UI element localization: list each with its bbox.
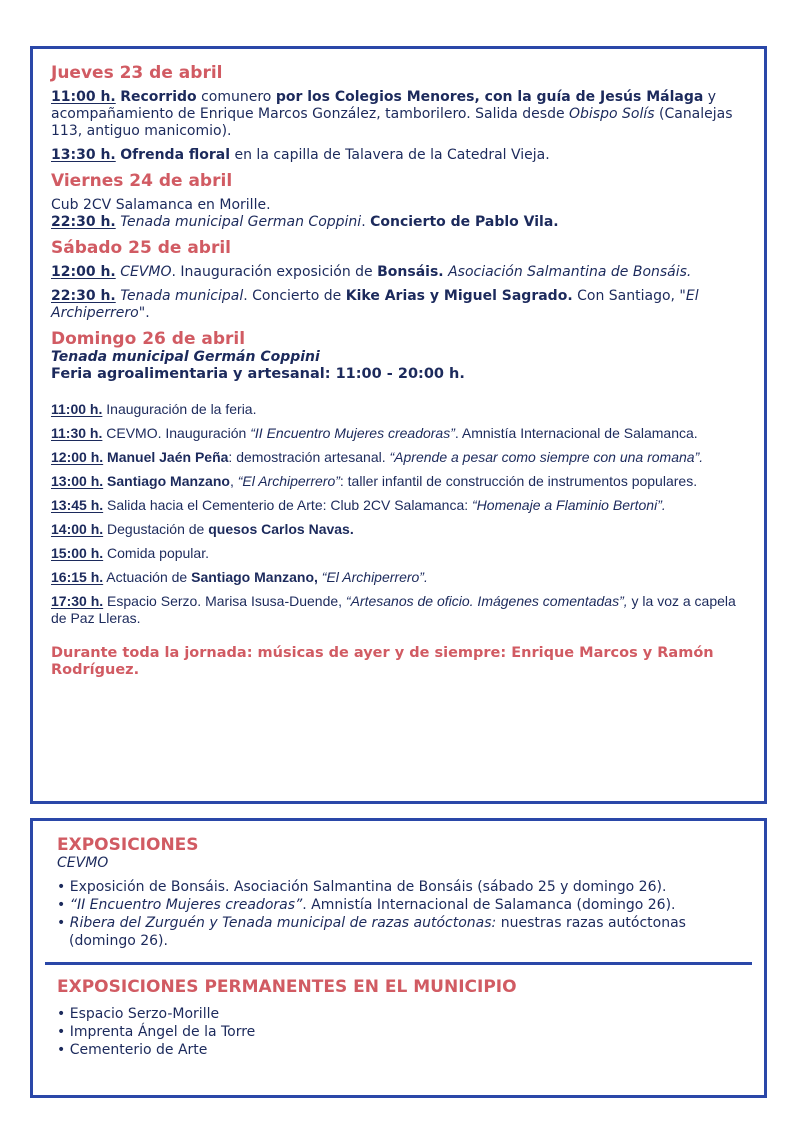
bullet-icon: • [57,1042,66,1058]
sunday-venue [51,349,746,366]
event-time: 14:00 h. [51,521,104,537]
event-text: con la guía de Jesús Málaga [479,89,704,105]
event-text: “Artesanos de oficio. Imágenes comentadas”, [345,593,628,609]
event-text: Obispo Solís [569,106,655,122]
event-text: y la voz a capela de Paz Lleras. [51,593,736,626]
event-sunday-1345 [51,497,746,514]
venue-text: Tenada municipal Germán Coppini [51,349,320,365]
item-text: nuestras razas autóctonas (domingo 26). [69,915,686,949]
event-sunday-1200 [51,449,746,466]
event-text: Bonsáis. [377,264,444,280]
list-item [57,896,740,914]
exhibitions-box [30,818,767,1098]
item-text: Espacio Serzo-Morille [69,1006,220,1022]
event-time: 13:30 h. [51,147,116,163]
event-time: 11:00 h. [51,89,116,105]
section-divider [45,962,752,965]
event-text: Inauguración de la feria. [106,401,257,417]
event-time: 12:00 h. [51,449,104,465]
day-heading-thursday: Jueves 23 de abril [51,63,223,83]
event-text: Espacio Serzo. Marisa Isusa-Duende, [107,593,346,609]
event-friday-note: Cub 2CV Salamanca en Morille. [51,197,271,213]
event-thursday-1330 [51,147,746,164]
fair-text: Feria agroalimentaria y artesanal: 11:00 - 20:00 h. [51,366,465,382]
event-sunday-1730 [51,593,746,627]
event-text: Degustación de [107,521,209,537]
event-text: Con Santiago, [572,288,680,304]
event-saturday-2230 [51,288,746,322]
event-text: CEVMO. Inauguración [106,425,251,441]
exhibitions-heading: EXPOSICIONES [57,835,199,855]
event-text: . Inauguración exposición de [171,264,378,280]
event-text: Asociación Salmantina de Bonsáis. [448,264,692,280]
event-sunday-1100 [51,401,746,418]
bullet-icon: • [57,1024,66,1040]
exhibitions-list [57,878,740,950]
event-sunday-1615 [51,569,746,586]
list-item [57,878,740,896]
event-sunday-1130 [51,425,746,442]
event-text: Manuel Jaén Peña [107,449,229,465]
program-box [30,46,767,804]
event-text: : taller infantil de construcción de instrumentos populares. [339,473,698,489]
item-text: Imprenta Ángel de la Torre [69,1024,256,1040]
event-time: 17:30 h. [51,593,104,609]
event-text: por los Colegios Menores, [275,89,480,105]
event-text: “Homenaje a Flaminio Bertoni”. [472,497,666,513]
event-text: CEVMO [120,264,172,280]
event-text: quesos Carlos Navas. [208,521,354,537]
permanent-list [57,1005,740,1059]
day-heading-sunday: Domingo 26 de abril [51,329,246,349]
event-text: en la capilla de Talavera de la Catedral Vieja. [230,147,550,163]
bullet-icon: • [57,897,66,913]
event-text: Salida hacia el Cementerio de Arte: Club 2CV Salamanca: [107,497,473,513]
event-text: . Amnistía Internacional de Salamanca. [454,425,698,441]
event-saturday-1200 [51,264,746,281]
event-text: comunero [196,89,276,105]
event-text: : demostración artesanal. [228,449,390,465]
item-text: Ribera del Zurguén y Tenada municipal de razas autóctonas: [69,915,497,931]
event-text: Tenada municipal German Coppini [120,214,362,230]
event-text: Ofrenda floral [120,147,231,163]
all-day-note: Durante toda la jornada: músicas de ayer y de siempre: Enrique Marcos y Ramón Rodríguez. [51,645,714,678]
event-text: Kike Arias y Miguel Sagrado. [345,288,573,304]
list-item [57,1023,740,1041]
bullet-icon: • [57,915,66,931]
event-time: 22:30 h. [51,214,116,230]
exhibitions-venue: CEVMO [57,855,109,871]
event-text: , [229,473,238,489]
bullet-icon: • [57,879,66,895]
permanent-heading: EXPOSICIONES PERMANENTES EN EL MUNICIPIO [57,977,517,997]
event-text: Actuación de [106,569,192,585]
item-text: . Amnistía Internacional de Salamanca (domingo 26). [302,897,676,913]
list-item [57,914,740,950]
event-time: 22:30 h. [51,288,116,304]
day-heading-friday: Viernes 24 de abril [51,171,233,191]
event-text: Santiago Manzano, [191,569,318,585]
item-text: Exposición de Bonsáis. Asociación Salmantina de Bonsáis (sábado 25 y domingo 26). [69,879,667,895]
event-text: . [361,214,371,230]
event-sunday-1300 [51,473,746,490]
bullet-icon: • [57,1006,66,1022]
event-time: 12:00 h. [51,264,116,280]
event-text: . [145,305,150,321]
event-text: y acompañamiento de Enrique Marcos González, tamborilero. Salida desde [51,89,717,122]
sunday-fair [51,366,746,383]
event-time: 13:00 h. [51,473,104,489]
day-heading-saturday: Sábado 25 de abril [51,238,231,258]
event-sunday-1500 [51,545,746,562]
event-time: 15:00 h. [51,545,104,561]
event-friday-2230 [51,214,746,231]
event-text: Recorrido [120,89,197,105]
event-text: Santiago Manzano [107,473,230,489]
item-text: “II Encuentro Mujeres creadoras” [69,897,303,913]
event-text: "El Archiperrero" [51,288,699,321]
list-item [57,1005,740,1023]
event-sunday-1400 [51,521,746,538]
event-time: 11:00 h. [51,401,103,417]
list-item [57,1041,740,1059]
event-text: “El Archiperrero”. [321,569,428,585]
event-time: 16:15 h. [51,569,104,585]
event-time: 13:45 h. [51,497,104,513]
item-text: Cementerio de Arte [69,1042,208,1058]
event-text: . Concierto de [243,288,346,304]
event-text: Tenada municipal [120,288,244,304]
event-text: “II Encuentro Mujeres creadoras” [250,425,455,441]
event-time: 11:30 h. [51,425,103,441]
event-text: “Aprende a pesar como siempre con una romana”. [389,449,704,465]
event-thursday-1100 [51,89,746,140]
event-text: Concierto de Pablo Vila. [370,214,559,230]
event-text: Comida popular. [107,545,209,561]
event-text: “El Archiperrero” [237,473,340,489]
event-text: (Canalejas 113, antiguo manicomio). [51,106,733,139]
